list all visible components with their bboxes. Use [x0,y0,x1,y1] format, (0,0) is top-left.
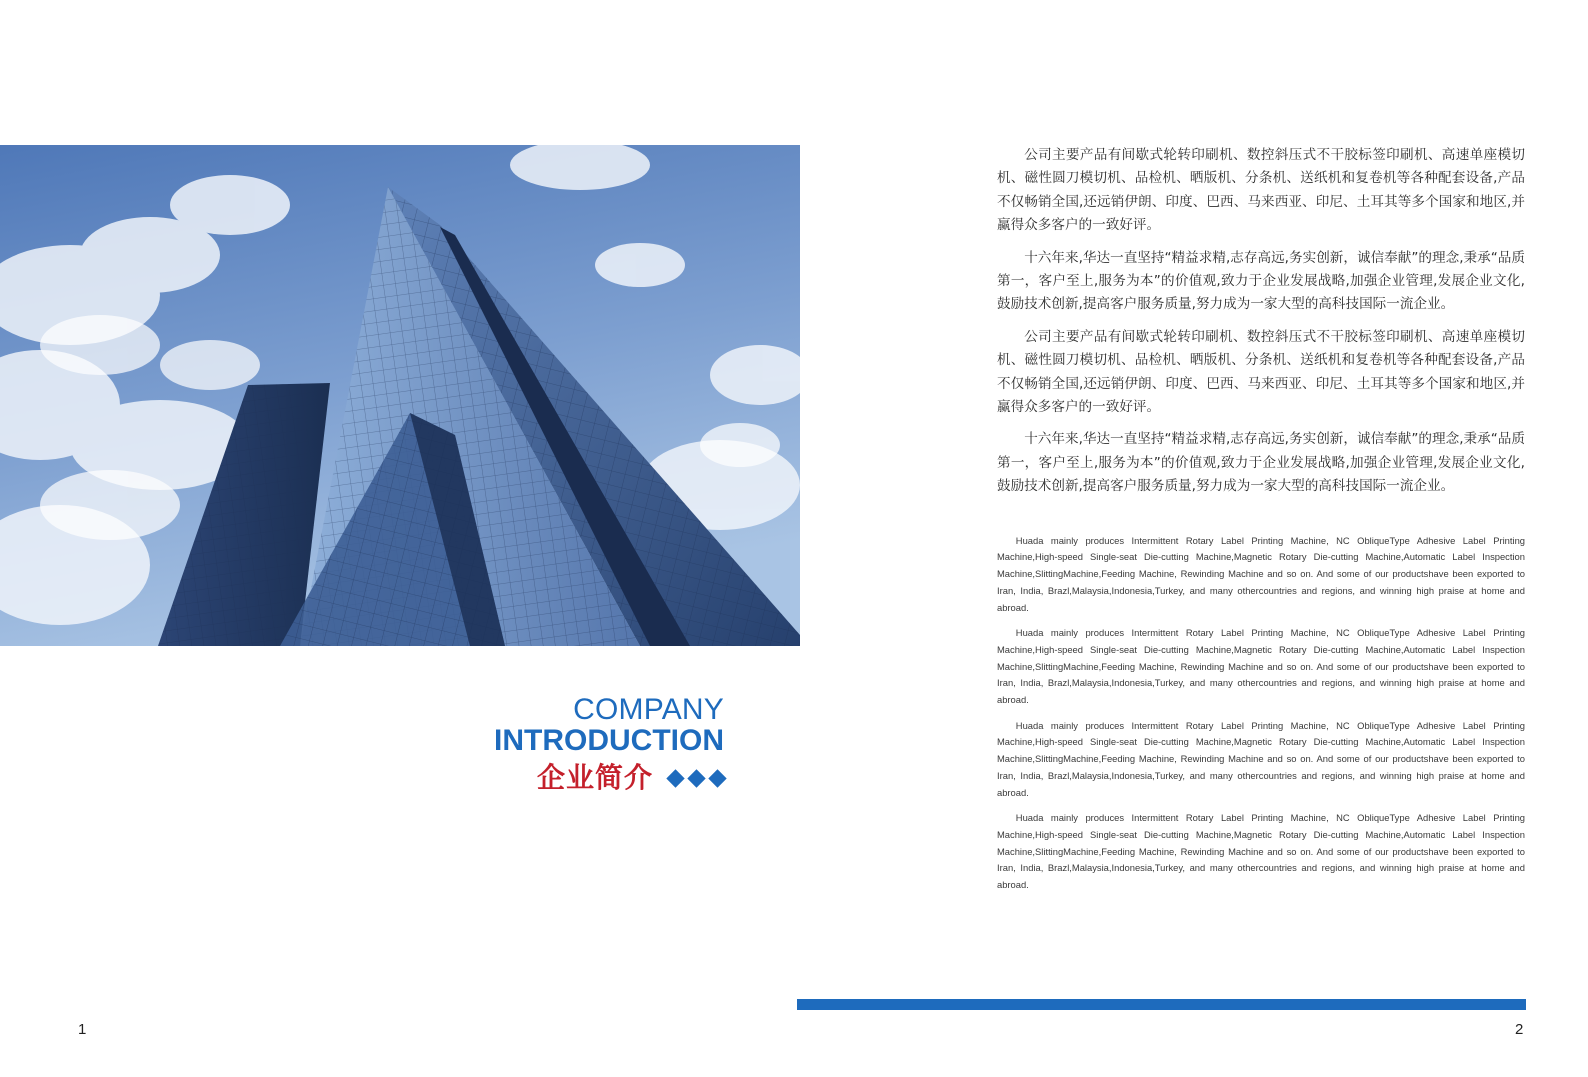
chinese-paragraph: 公司主要产品有间歇式轮转印刷机、数控斜压式不干胶标签印刷机、高速单座模切机、磁性圆刀模切机、品检机、晒版机、分条机、送纸机和复卷机等各种配套设备,产品不仅畅销全国,还远销伊朗、印度、巴西、马来西亚、印尼、土耳其等多个国家和地区,并赢得众多客户的一致好评。 [997,147,1525,234]
page-number-left: 1 [78,1021,87,1038]
chinese-paragraph: 公司主要产品有间歇式轮转印刷机、数控斜压式不干胶标签印刷机、高速单座模切机、磁性圆刀模切机、品检机、晒版机、分条机、送纸机和复卷机等各种配套设备,产品不仅畅销全国,还远销伊朗、印度、巴西、马来西亚、印尼、土耳其等多个国家和地区,并赢得众多客户的一致好评。 [997,328,1525,416]
section-title [494,694,724,796]
footer-accent-bar [797,999,1526,1010]
english-paragraph: Huada mainly produces Intermittent Rotary Label Printing Machine, NC ObliqueType Adhesive Label Printing Machine,High-speed Single-seat Die-cutting Machine,Magnetic Rotary Die-cutting Machine,Automatic Label Inspection Machine,SlittingMachine,Feeding Machine, Rewinding Machine and so on. And some of our productshave been exported to Iran, India, Brazl,Malaysia,Indonesia,Turkey, and many othercountries and regions, and winning high praise at home and abroad. [997,812,1525,891]
title-english-line2: INTRODUCTION [494,724,724,757]
body-text-column [997,144,1525,903]
english-paragraph: Huada mainly produces Intermittent Rotary Label Printing Machine, NC ObliqueType Adhesive Label Printing Machine,High-speed Single-seat Die-cutting Machine,Magnetic Rotary Die-cutting Machine,Automatic Label Inspection Machine,SlittingMachine,Feeding Machine, Rewinding Machine and so on. And some of our productshave been exported to Iran, India, Brazl,Malaysia,Indonesia,Turkey, and many othercountries and regions, and winning high praise at home and abroad. [997,719,1525,798]
diamond-icon [708,769,726,787]
diamond-icon [666,769,684,787]
chinese-paragraph: 十六年来,华达一直坚持“精益求精,志存高远,务实创新，诚信奉献”的理念,秉承“品质第一，客户至上,服务为本”的价值观,致力于企业发展战略,加强企业管理,发展企业文化,鼓励技术创新,提高客户服务质量,努力成为一家大型的高科技国际一流企业。 [997,431,1525,495]
chinese-paragraph: 十六年来,华达一直坚持“精益求精,志存高远,务实创新，诚信奉献”的理念,秉承“品质第一，客户至上,服务为本”的价值观,致力于企业发展战略,加强企业管理,发展企业文化,鼓励技术创新,提高客户服务质量,努力成为一家大型的高科技国际一流企业。 [997,249,1525,313]
english-paragraph: Huada mainly produces Intermittent Rotary Label Printing Machine, NC ObliqueType Adhesive Label Printing Machine,High-speed Single-seat Die-cutting Machine,Magnetic Rotary Die-cutting Machine,Automatic Label Inspection Machine,SlittingMachine,Feeding Machine, Rewinding Machine and so on. And some of our productshave been exported to Iran, India, Brazl,Malaysia,Indonesia,Turkey, and many othercountries and regions, and winning high praise at home and abroad. [997,627,1525,706]
english-text-block [997,533,1525,894]
diamond-ornament [667,772,724,785]
english-paragraph: Huada mainly produces Intermittent Rotary Label Printing Machine, NC ObliqueType Adhesive Label Printing Machine,High-speed Single-seat Die-cutting Machine,Magnetic Rotary Die-cutting Machine,Automatic Label Inspection Machine,SlittingMachine,Feeding Machine, Rewinding Machine and so on. And some of our productshave been exported to Iran, India, Brazl,Malaysia,Indonesia,Turkey, and many othercountries and regions, and winning high praise at home and abroad. [997,534,1525,613]
title-chinese: 企业简介 [536,761,653,794]
diamond-icon [687,769,705,787]
title-english-line1: COMPANY [573,693,724,726]
skyscraper-photo [0,145,800,646]
page-number-right: 2 [1515,1021,1524,1038]
